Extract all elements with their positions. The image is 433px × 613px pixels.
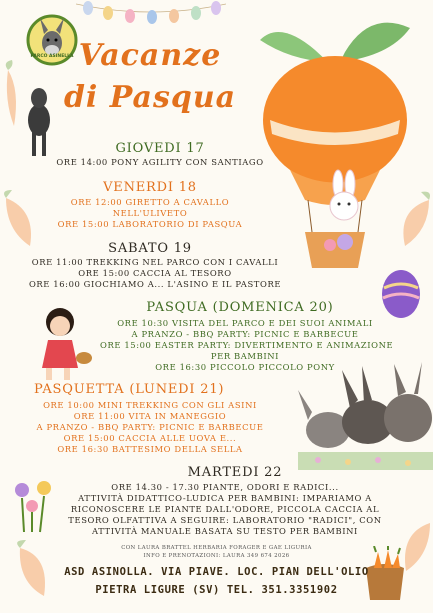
- day-title: PASQUETTA (LUNEDI 21): [34, 382, 225, 397]
- footer-address: ASD ASINOLLA. VIA PIAVE. LOC. PIAN DELL'OLIO: [64, 566, 369, 578]
- credits-line-1: CON LAURA BRATTEL HERBARIA FORAGER E GAE LIGURIA: [121, 545, 312, 551]
- event-line: ORE 12:00 GIRETTO A CAVALLO: [70, 197, 230, 207]
- egg-garland-icon: [76, 0, 226, 30]
- event-line: ORE 16:30 BATTESIMO DELLA SELLA: [57, 444, 243, 454]
- event-line: ORE 10:00 MINI TREKKING CON GLI ASINI: [43, 400, 257, 410]
- event-line: ORE 11:00 TREKKING NEL PARCO CON I CAVALLI: [31, 257, 279, 267]
- event-line: ORE 15:00 CACCIA AL TESORO: [78, 268, 232, 278]
- event-line: ORE 10:30 VISITA DEL PARCO E DEI SUOI ANIMALI: [117, 318, 373, 328]
- title-line-2: di Pasqua: [63, 80, 237, 115]
- day-title: VENERDI 18: [103, 180, 197, 195]
- event-line: ORE 16:30 PICCOLO PICCOLO PONY: [155, 362, 335, 372]
- footer-phone: PIETRA LIGURE (SV) TEL. 351.3351902: [95, 584, 338, 596]
- credits-line-2: INFO E PRENOTAZIONI: LAURA 349 674 2026: [143, 553, 290, 559]
- bunny-icon: [318, 168, 374, 238]
- girl-with-basket-icon: [34, 304, 94, 382]
- day-title: MARTEDI 22: [187, 465, 283, 480]
- day-title: GIOVEDI 17: [115, 141, 205, 156]
- event-line: ORE 11:00 VITA IN MANEGGIO: [73, 411, 227, 421]
- event-line: A PRANZO - BBQ PARTY: PICNIC E BARBECUE: [131, 329, 359, 339]
- day-title: PASQUA (DOMENICA 20): [146, 300, 334, 315]
- logo-text: PARCO ASINELLA: [30, 54, 74, 59]
- day-title: SABATO 19: [108, 241, 192, 256]
- event-line: RICONOSCERE LE PIANTE DALL'ODORE, PICCOLA CACCIA AL: [70, 504, 380, 514]
- event-line: ORE 15:00 CACCIA ALLE UOVA E...: [63, 433, 237, 443]
- event-line: TESORO OLFATTIVA A SEGUIRE: LABORATORIO "RADICI", CON: [68, 515, 382, 525]
- event-line: A PRANZO - BBQ PARTY: PICNIC E BARBECUE: [36, 422, 264, 432]
- event-line: ORE 14:00 PONY AGILITY CON SANTIAGO: [56, 157, 264, 167]
- event-line: ORE 15:00 EASTER PARTY: DIVERTIMENTO E ANIMAZIONE: [100, 340, 394, 350]
- event-line: ORE 14.30 - 17.30 PIANTE, ODORI E RADICI...: [111, 482, 339, 492]
- event-line: PER BAMBINI: [210, 351, 280, 361]
- event-line: ORE 15:00 LABORATORIO DI PASQUA: [57, 219, 243, 229]
- title-line-1: Vacanze: [78, 38, 222, 73]
- event-line: ATTIVITÀ MANUALE BASATA SU TESTO PER BAMBINI: [92, 526, 358, 536]
- easter-egg-icon: [380, 268, 422, 320]
- event-line: ATTIVITÀ DIDATTICO-LUDICA PER BAMBINI: IMPARIAMO A: [78, 493, 372, 503]
- hot-air-balloon-carrot-icon: [250, 10, 420, 280]
- event-line: NELL'ULIVETO: [112, 208, 188, 218]
- event-line: ORE 16:00 GIOCHIAMO A... L'ASINO E IL PASTORE: [28, 279, 282, 289]
- donkeys-icon: [298, 360, 433, 470]
